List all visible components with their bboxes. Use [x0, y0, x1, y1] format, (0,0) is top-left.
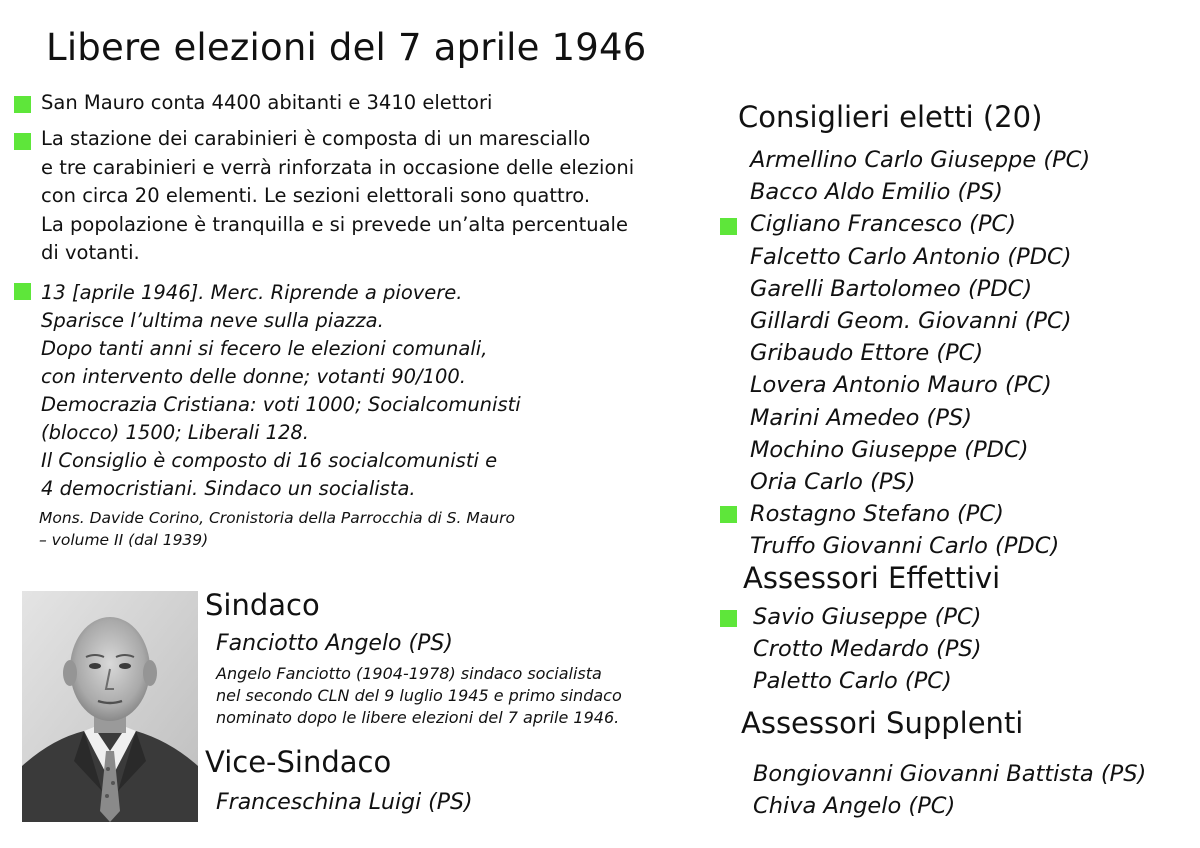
list-item: Mochino Giuseppe (PDC) [750, 436, 1029, 463]
list-item: Oria Carlo (PS) [750, 469, 916, 496]
effettivi-heading: Assessori Effettivi [743, 561, 1001, 595]
sindaco-label: Sindaco [205, 588, 320, 622]
effettivi-list [753, 601, 981, 698]
consiglieri-list [750, 144, 1090, 563]
list-item: Paletto Carlo (PC) [753, 668, 952, 695]
bullet-square-icon [720, 610, 737, 627]
paragraph-line: La popolazione è tranquilla e si prevede un’alta percentuale [41, 212, 628, 236]
list-item: Falcetto Carlo Antonio (PDC) [750, 243, 1072, 270]
source-line: – volume II (dal 1939) [39, 531, 209, 549]
supplenti-list [753, 758, 1146, 822]
paragraph-line: e tre carabinieri e verrà rinforzata in occasione delle elezioni [41, 155, 635, 179]
list-item: Cigliano Francesco (PC) [750, 211, 1017, 238]
list-item: Armellino Carlo Giuseppe (PC) [750, 147, 1091, 173]
bullet-square-icon [14, 133, 31, 150]
sindaco-bio [216, 663, 622, 729]
bullet-square-icon [14, 96, 31, 113]
bullet-square-icon [14, 283, 31, 300]
quote-line: 4 democristiani. Sindaco un socialista. [41, 477, 416, 500]
paragraph-line: con circa 20 elementi. Le sezioni elettorali sono quattro. [41, 184, 591, 207]
vice-sindaco-name: Franceschina Luigi (PS) [216, 790, 473, 815]
bio-line: Angelo Fanciotto (1904-1978) sindaco socialista [216, 664, 602, 683]
page-title: Libere elezioni del 7 aprile 1946 [46, 26, 647, 69]
list-item: Truffo Giovanni Carlo (PDC) [750, 533, 1060, 560]
vice-sindaco-label: Vice-Sindaco [205, 745, 392, 779]
bullet-square-icon [720, 506, 737, 523]
quote-line: Sparisce l’ultima neve sulla piazza. [41, 309, 384, 332]
list-item: Savio Giuseppe (PC) [753, 604, 982, 630]
list-item: Garelli Bartolomeo (PDC) [750, 275, 1033, 302]
list-item: Bongiovanni Giovanni Battista (PS) [753, 761, 1147, 787]
list-item: Crotto Medardo (PS) [753, 636, 982, 663]
population-text: San Mauro conta 4400 abitanti e 3410 elettori [41, 91, 493, 114]
quote-line: 13 [aprile 1946]. Merc. Riprende a piovere. [41, 281, 463, 304]
list-item: Rostagno Stefano (PC) [750, 501, 1004, 528]
paragraph-line: La stazione dei carabinieri è composta di un maresciallo [41, 127, 591, 150]
quote-line: Dopo tanti anni si fecero le elezioni comunali, [41, 337, 488, 360]
list-item: Lovera Antonio Mauro (PC) [750, 372, 1052, 399]
list-item: Gillardi Geom. Giovanni (PC) [750, 308, 1072, 335]
sindaco-name: Fanciotto Angelo (PS) [216, 631, 453, 656]
source-line: Mons. Davide Corino, Cronistoria della Parrocchia di S. Mauro [39, 509, 515, 527]
list-item: Chiva Angelo (PC) [753, 793, 956, 820]
quote-line: Democrazia Cristiana: voti 1000; Socialcomunisti [41, 393, 521, 416]
supplenti-heading: Assessori Supplenti [741, 706, 1024, 740]
consiglieri-heading: Consiglieri eletti (20) [738, 100, 1043, 134]
carabinieri-paragraph [41, 125, 634, 268]
quote-line: con intervento delle donne; votanti 90/100. [41, 365, 467, 388]
chronicle-quote [41, 279, 521, 503]
quote-line: (blocco) 1500; Liberali 128. [41, 421, 309, 444]
bio-line: nominato dopo le libere elezioni del 7 aprile 1946. [216, 708, 620, 727]
bullet-square-icon [720, 218, 737, 235]
list-item: Bacco Aldo Emilio (PS) [750, 179, 1003, 206]
mayor-portrait-photo [22, 591, 198, 822]
paragraph-line: di votanti. [41, 241, 140, 264]
bio-line: nel secondo CLN del 9 luglio 1945 e primo sindaco [216, 686, 622, 705]
list-item: Marini Amedeo (PS) [750, 404, 972, 431]
quote-line: Il Consiglio è composto di 16 socialcomunisti e [41, 449, 498, 472]
list-item: Gribaudo Ettore (PC) [750, 340, 984, 367]
quote-source [39, 507, 515, 551]
